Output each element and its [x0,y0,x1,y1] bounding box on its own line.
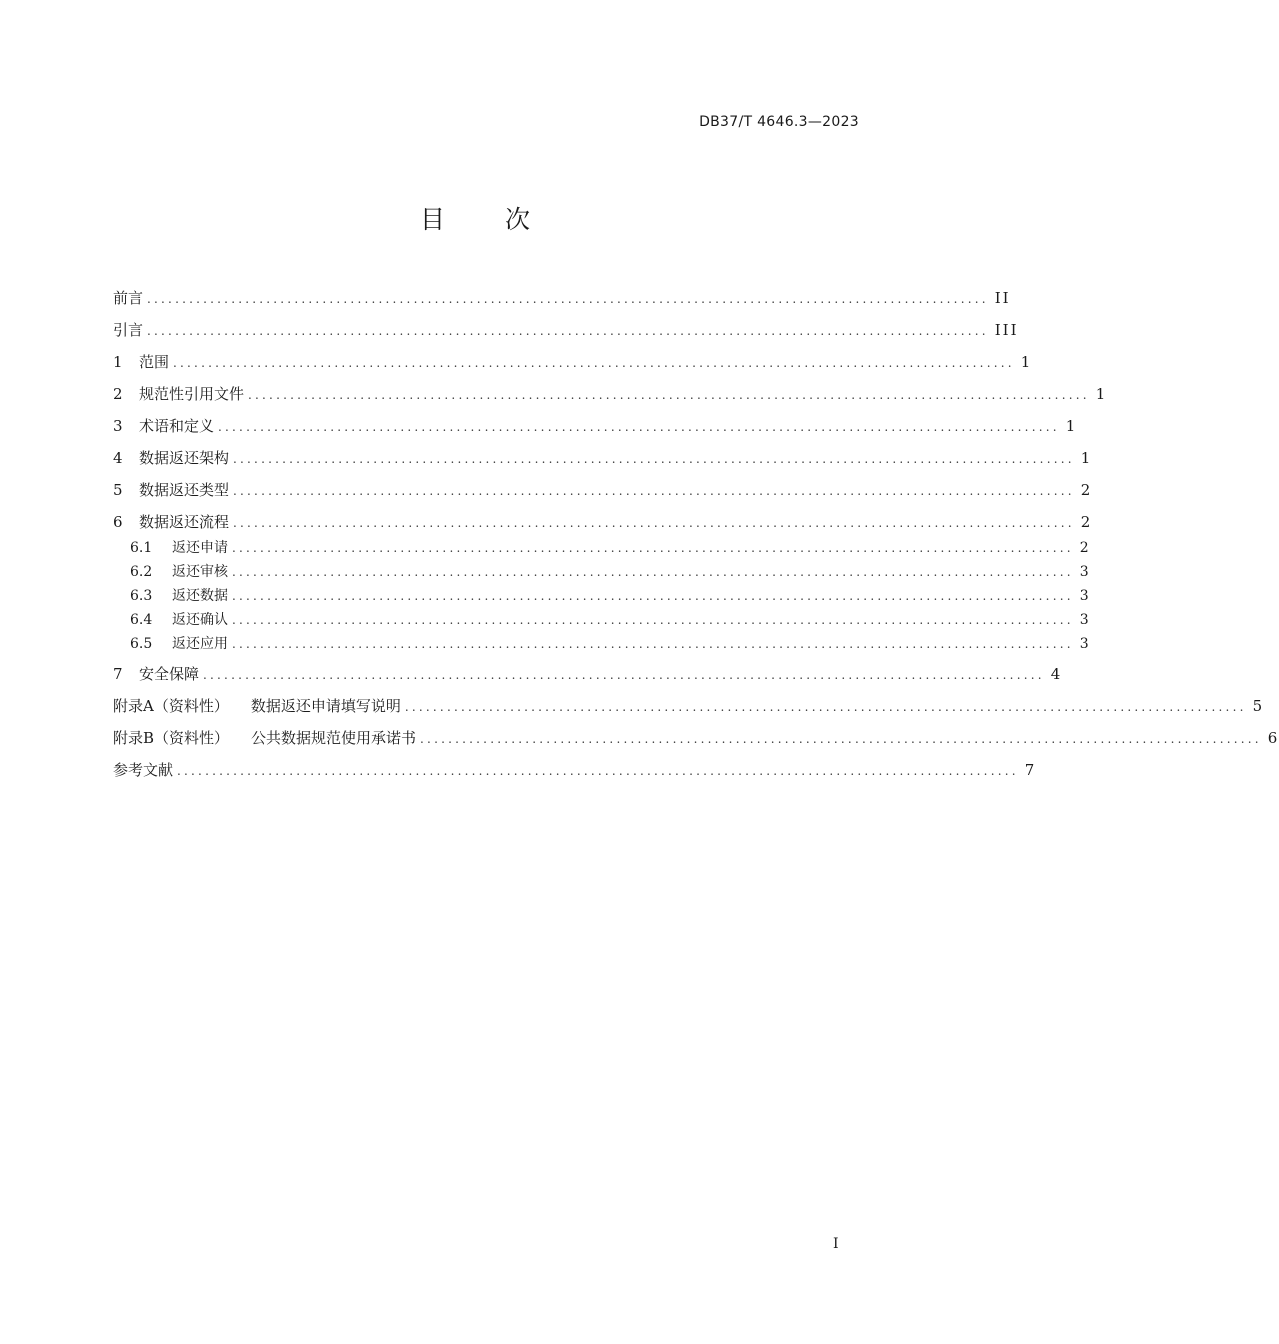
title-char-1: 目 [419,205,445,234]
toc-label: 术语和定义 [139,417,215,435]
document-code: DB37/T 4646.3—2023 [699,114,859,130]
toc-entry-normative-references[interactable] [113,384,1108,404]
toc-entry-appendix-a[interactable] [113,696,1265,716]
toc-leader-dots: ........................................................................................................................ [218,420,1060,434]
toc-label: 前言 [113,289,144,307]
toc-label [113,696,401,716]
toc-entry-bibliography[interactable] [113,760,1037,780]
toc-page: 3 [1079,588,1091,604]
title-char-2: 次 [505,205,531,234]
toc-leader-dots: ........................................................................................................................ [147,324,989,338]
toc-leader-dots: ........................................................................................................................ [232,541,1074,555]
toc-page: 3 [1079,612,1091,628]
toc-number: 5 [113,481,123,499]
toc-number: 6.5 [130,636,153,652]
toc-leader-dots: ........................................................................................................................ [233,452,1075,466]
toc-subentry-confirmation[interactable] [130,610,1091,630]
appendix-title: 数据返还申请填写说明 [250,697,401,715]
appendix-title: 公共数据规范使用承诺书 [251,729,417,747]
toc-leader-dots: ........................................................................................................................ [177,764,1019,778]
toc-subentry-review[interactable] [130,562,1091,582]
toc-entry-scope[interactable] [113,352,1033,372]
toc-label: 数据返还类型 [139,481,230,499]
appendix-designation: 附录B（资料性） [113,729,230,747]
toc-leader-dots: ........................................................................................................................ [232,565,1074,579]
toc-number: 6.2 [130,564,153,580]
toc-subentry-application-use[interactable] [130,634,1091,654]
toc-page: 2 [1079,540,1091,556]
toc-page: 2 [1080,481,1093,499]
toc-entry-foreword[interactable] [113,288,1011,308]
toc-label: 安全保障 [139,665,200,683]
toc-page: 1 [1065,417,1078,435]
toc-label: 数据返还架构 [139,449,230,467]
toc-number: 2 [113,385,123,403]
toc-page: II [994,289,1011,307]
toc-leader-dots: ........................................................................................................................ [233,516,1075,530]
toc-page: 2 [1080,513,1093,531]
toc-entry-introduction[interactable] [113,320,1019,340]
toc-label: 参考文献 [113,761,174,779]
toc-entry-process[interactable] [113,512,1093,532]
toc-entry-appendix-b[interactable] [113,728,1279,748]
toc-leader-dots: ........................................................................................................................ [404,700,1247,714]
toc-page: 3 [1079,636,1091,652]
toc-page: 5 [1252,697,1265,715]
toc-label: 返还应用 [172,636,228,652]
toc-leader-dots: ........................................................................................................................ [232,637,1074,651]
toc-page: 1 [1095,385,1108,403]
toc-number: 7 [113,665,123,683]
toc-leader-dots: ........................................................................................................................ [203,668,1045,682]
toc-entry-terms[interactable] [113,416,1078,436]
toc-number: 6 [113,513,123,531]
toc-page: 1 [1020,353,1033,371]
toc-label [113,728,416,748]
toc-number: 3 [113,417,123,435]
toc-page: 7 [1024,761,1037,779]
toc-leader-dots: ........................................................................................................................ [232,613,1074,627]
toc-page: 1 [1080,449,1093,467]
toc-page: 3 [1079,564,1091,580]
toc-label: 引言 [113,321,144,339]
toc-label: 范围 [139,353,170,371]
toc-label: 规范性引用文件 [139,385,245,403]
toc-leader-dots: ........................................................................................................................ [232,589,1074,603]
toc-label: 数据返还流程 [139,513,230,531]
toc-number: 6.3 [130,588,153,604]
toc-leader-dots: ........................................................................................................................ [233,484,1075,498]
toc-number: 6.4 [130,612,153,628]
toc-page: 6 [1267,729,1279,747]
page-number: I [833,1236,839,1252]
toc-entry-architecture[interactable] [113,448,1093,468]
toc-number: 6.1 [130,540,153,556]
toc-label: 返还数据 [172,588,228,604]
toc-subentry-application[interactable] [130,538,1091,558]
toc-page: 4 [1050,665,1063,683]
toc-entry-types[interactable] [113,480,1093,500]
toc-leader-dots: ........................................................................................................................ [173,356,1015,370]
toc-entry-security[interactable] [113,664,1063,684]
page-title [0,200,950,236]
toc-leader-dots: ........................................................................................................................ [147,292,989,306]
toc-label: 返还确认 [172,612,228,628]
toc-number: 4 [113,449,123,467]
toc-number: 1 [113,353,123,371]
toc-page: III [994,321,1019,339]
appendix-designation: 附录A（资料性） [113,697,229,715]
toc-subentry-return-data[interactable] [130,586,1091,606]
toc-label: 返还审核 [172,564,228,580]
toc-leader-dots: ........................................................................................................................ [248,388,1090,402]
toc-label: 返还申请 [172,540,228,556]
toc-leader-dots: ........................................................................................................................ [420,732,1262,746]
